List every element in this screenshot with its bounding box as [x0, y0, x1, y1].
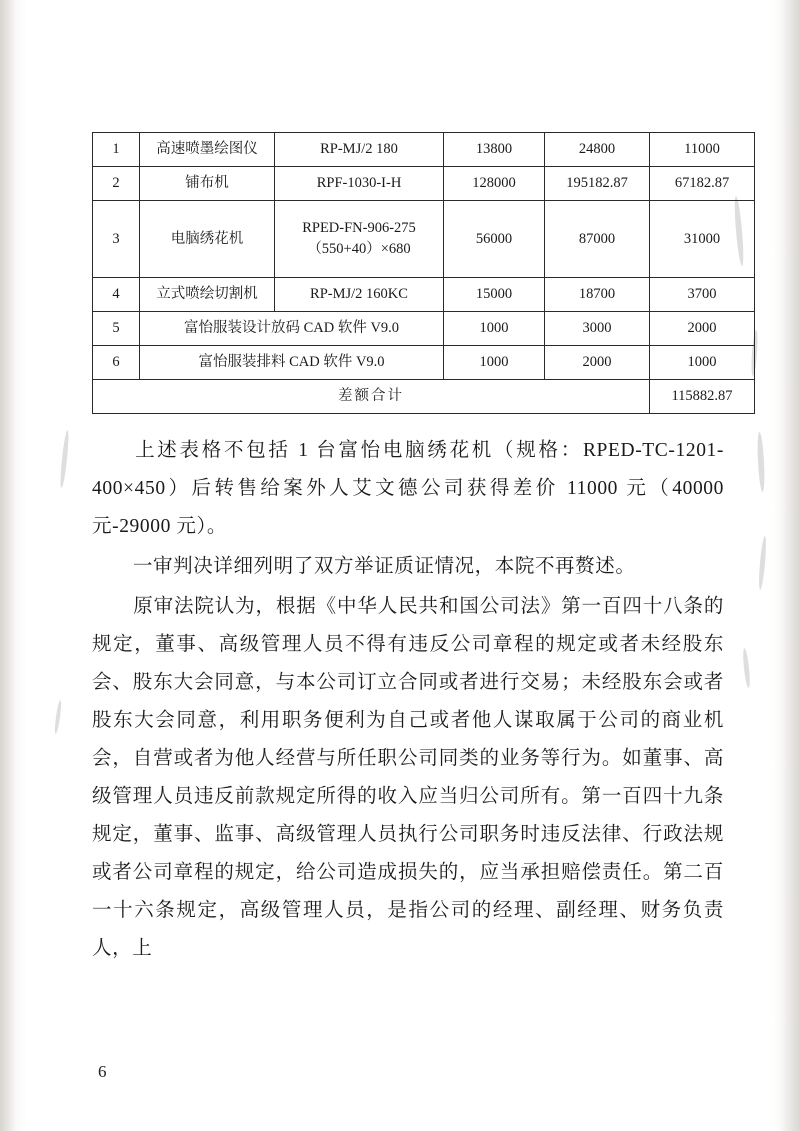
cell-amount-a: 1000 — [444, 346, 545, 380]
cell-amount-b: 18700 — [545, 278, 650, 312]
paragraph-1 — [92, 432, 724, 546]
table-row — [93, 133, 755, 167]
cell-model — [275, 201, 444, 278]
cell-name: 电脑绣花机 — [140, 201, 275, 278]
cell-index: 3 — [93, 201, 140, 278]
paragraph-3 — [92, 588, 724, 968]
cell-amount-b: 24800 — [545, 133, 650, 167]
cell-name: 富怡服装设计放码 CAD 软件 V9.0 — [140, 312, 444, 346]
table-row — [93, 201, 755, 278]
cell-amount-b: 195182.87 — [545, 167, 650, 201]
cell-amount-a: 1000 — [444, 312, 545, 346]
scan-edge-left — [0, 0, 16, 1131]
cell-amount-a: 13800 — [444, 133, 545, 167]
paragraph-2 — [92, 548, 724, 586]
table-row — [93, 278, 755, 312]
cell-difference: 1000 — [650, 346, 755, 380]
total-label: 差额合计 — [93, 380, 650, 414]
cell-difference: 3700 — [650, 278, 755, 312]
cell-index: 4 — [93, 278, 140, 312]
cell-name: 铺布机 — [140, 167, 275, 201]
total-value: 115882.87 — [650, 380, 755, 414]
document-body — [92, 132, 733, 968]
cell-model: RP-MJ/2 160KC — [275, 278, 444, 312]
paragraph-text: 一审判决详细列明了双方举证质证情况，本院不再赘述。 — [132, 556, 636, 578]
cell-amount-b: 3000 — [545, 312, 650, 346]
paragraph-text: 原审法院认为，根据《中华人民共和国公司法》第一百四十八条的规定，董事、高级管理人员不得有违反公司章程的规定或者未经股东会、股东大会同意，与本公司订立合同或者进行交易；未经股东会或者股东大会同意，利用职务便利为自己或者他人谋取属于公司的商业机会，自营或者为他人经营与所任职公司同类的业务等行为。如董事、高级管理人员违反前款规定所得的收入应当归公司所有。第一百四十九条规定，董事、监事、高级管理人员执行公司职务时违反法律、行政法规或者公司章程的规定，给公司造成损失的，应当承担赔偿责任。第二百一十六条规定，高级管理人员，是指公司的经理、副经理、财务负责人，上 — [92, 596, 724, 960]
cell-difference: 67182.87 — [650, 167, 755, 201]
table-row — [93, 167, 755, 201]
cell-amount-a: 56000 — [444, 201, 545, 278]
cell-name: 富怡服装排料 CAD 软件 V9.0 — [140, 346, 444, 380]
scan-edge-right — [780, 0, 800, 1131]
cell-index: 1 — [93, 133, 140, 167]
cell-model: RPF-1030-I-H — [275, 167, 444, 201]
scan-artifact — [756, 432, 765, 492]
cell-amount-b: 87000 — [545, 201, 650, 278]
table-row — [93, 312, 755, 346]
cell-index: 5 — [93, 312, 140, 346]
paragraph-text: 上述表格不包括 1 台富怡电脑绣花机（规格：RPED-TC-1201-400×450）后转售给案外人艾文德公司获得差价 11000 元（40000 元-29000 元）。 — [92, 440, 724, 538]
page-number: 6 — [98, 1062, 107, 1081]
table-total-row — [93, 380, 755, 414]
cell-name: 高速喷墨绘图仪 — [140, 133, 275, 167]
scan-artifact — [54, 700, 63, 734]
cell-model-line1: RPED-FN-906-275 — [302, 220, 416, 237]
cell-amount-b: 2000 — [545, 346, 650, 380]
cell-difference: 2000 — [650, 312, 755, 346]
cell-amount-a: 15000 — [444, 278, 545, 312]
cell-model-line2: （550+40）×680 — [307, 241, 411, 258]
cell-model: RP-MJ/2 180 — [275, 133, 444, 167]
equipment-price-table — [92, 132, 755, 414]
cell-index: 2 — [93, 167, 140, 201]
scan-artifact — [59, 430, 70, 488]
cell-name: 立式喷绘切割机 — [140, 278, 275, 312]
cell-index: 6 — [93, 346, 140, 380]
scan-artifact — [758, 536, 768, 590]
cell-difference: 11000 — [650, 133, 755, 167]
cell-difference: 31000 — [650, 201, 755, 278]
cell-amount-a: 128000 — [444, 167, 545, 201]
scan-artifact — [742, 648, 751, 688]
table-row — [93, 346, 755, 380]
